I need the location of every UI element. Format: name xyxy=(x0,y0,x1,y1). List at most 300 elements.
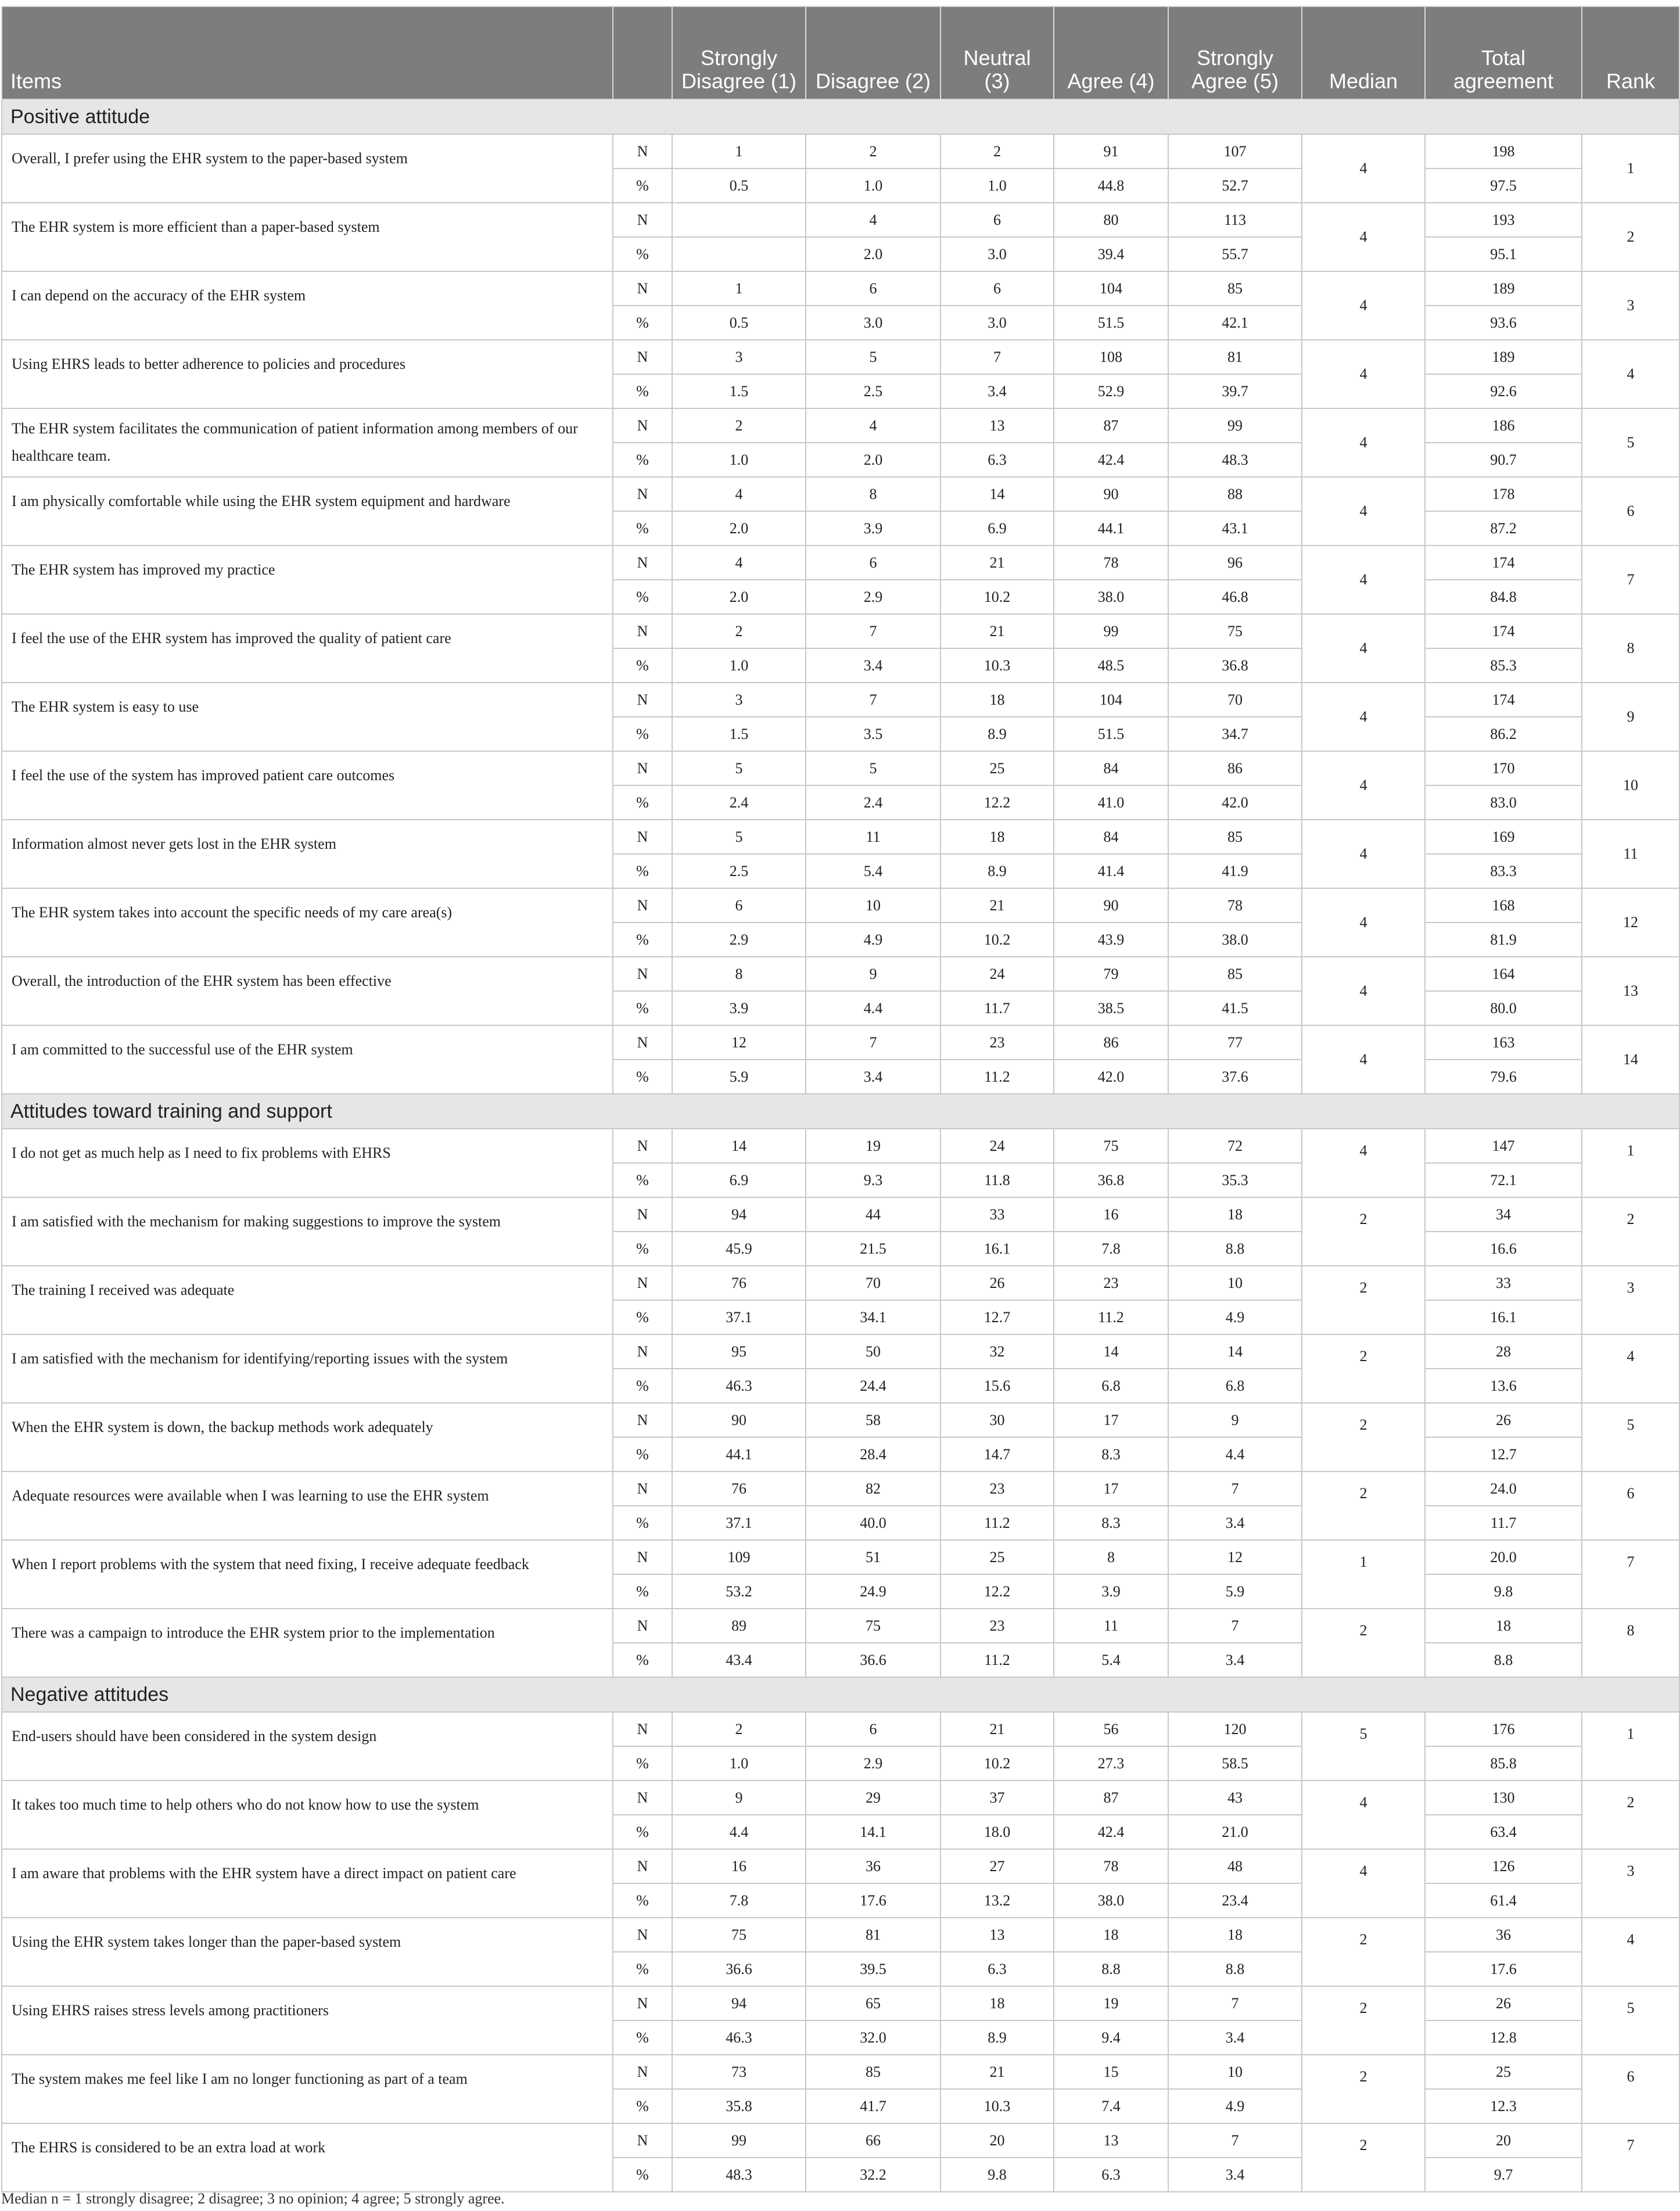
total-n-cell: 20 xyxy=(1425,2123,1582,2158)
count-cell: 70 xyxy=(1168,683,1302,717)
table-container xyxy=(1,6,1679,2192)
count-cell: 23 xyxy=(940,1025,1054,1060)
percent-cell: 5.4 xyxy=(806,854,940,888)
count-cell: 27 xyxy=(940,1849,1054,1883)
percent-cell: 3.9 xyxy=(806,511,940,545)
total-percent-cell: 87.2 xyxy=(1425,511,1582,545)
row-label-n: N xyxy=(613,1712,672,1746)
median-cell: 4 xyxy=(1302,203,1425,271)
item-text: The EHR system is easy to use xyxy=(2,683,613,751)
count-cell xyxy=(672,203,806,237)
percent-cell: 34.7 xyxy=(1168,717,1302,751)
table-row xyxy=(2,1609,1679,1643)
item-text: I am committed to the successful use of the EHR system xyxy=(2,1025,613,1094)
percent-cell: 17.6 xyxy=(806,1883,940,1918)
median-cell: 4 xyxy=(1302,751,1425,820)
count-cell: 86 xyxy=(1168,751,1302,785)
count-cell: 1 xyxy=(672,134,806,168)
percent-cell: 37.1 xyxy=(672,1506,806,1540)
total-percent-cell: 83.3 xyxy=(1425,854,1582,888)
median-cell: 4 xyxy=(1302,820,1425,888)
total-n-cell: 174 xyxy=(1425,683,1582,717)
table-row xyxy=(2,957,1679,991)
total-n-cell: 24.0 xyxy=(1425,1471,1582,1506)
median-cell: 2 xyxy=(1302,1266,1425,1334)
count-cell: 79 xyxy=(1054,957,1168,991)
count-cell: 14 xyxy=(672,1129,806,1163)
row-label-n: N xyxy=(613,2055,672,2089)
table-row xyxy=(2,888,1679,923)
total-n-cell: 189 xyxy=(1425,271,1582,306)
count-cell: 86 xyxy=(1054,1025,1168,1060)
count-cell: 8 xyxy=(806,477,940,511)
total-percent-cell: 90.7 xyxy=(1425,443,1582,477)
count-cell: 9 xyxy=(1168,1403,1302,1437)
percent-cell: 36.6 xyxy=(806,1643,940,1677)
section-title: Negative attitudes xyxy=(2,1677,1679,1712)
percent-cell: 6.9 xyxy=(940,511,1054,545)
percent-cell: 2.5 xyxy=(806,374,940,408)
total-n-cell: 170 xyxy=(1425,751,1582,785)
row-label-percent: % xyxy=(613,923,672,957)
count-cell: 107 xyxy=(1168,134,1302,168)
count-cell: 96 xyxy=(1168,545,1302,580)
percent-cell: 2.0 xyxy=(806,237,940,271)
count-cell: 9 xyxy=(806,957,940,991)
item-text: The EHR system is more efficient than a paper-based system xyxy=(2,203,613,271)
count-cell: 84 xyxy=(1054,820,1168,854)
percent-cell: 43.9 xyxy=(1054,923,1168,957)
count-cell: 13 xyxy=(940,408,1054,443)
percent-cell: 11.7 xyxy=(940,991,1054,1025)
total-n-cell: 174 xyxy=(1425,614,1582,648)
item-text: I do not get as much help as I need to fix problems with EHRS xyxy=(2,1129,613,1197)
count-cell: 76 xyxy=(672,1266,806,1300)
percent-cell: 3.0 xyxy=(806,306,940,340)
row-label-percent: % xyxy=(613,443,672,477)
percent-cell: 3.0 xyxy=(940,306,1054,340)
row-label-percent: % xyxy=(613,168,672,203)
total-n-cell: 126 xyxy=(1425,1849,1582,1883)
percent-cell: 5.9 xyxy=(1168,1574,1302,1609)
header-agree: Agree (4) xyxy=(1054,6,1168,99)
count-cell: 10 xyxy=(806,888,940,923)
table-row xyxy=(2,614,1679,648)
rank-cell: 8 xyxy=(1582,614,1679,683)
count-cell: 6 xyxy=(672,888,806,923)
row-label-n: N xyxy=(613,2123,672,2158)
median-cell: 2 xyxy=(1302,1403,1425,1471)
percent-cell: 2.9 xyxy=(806,580,940,614)
count-cell: 84 xyxy=(1054,751,1168,785)
percent-cell: 42.0 xyxy=(1054,1060,1168,1094)
count-cell: 120 xyxy=(1168,1712,1302,1746)
percent-cell: 42.4 xyxy=(1054,443,1168,477)
table-row xyxy=(2,820,1679,854)
count-cell: 11 xyxy=(806,820,940,854)
count-cell: 78 xyxy=(1054,1849,1168,1883)
row-label-percent: % xyxy=(613,1746,672,1781)
count-cell: 7 xyxy=(806,614,940,648)
median-cell: 4 xyxy=(1302,1129,1425,1197)
table-row xyxy=(2,1918,1679,1952)
count-cell: 4 xyxy=(806,203,940,237)
footnote: Median n = 1 strongly disagree; 2 disagree; 3 no opinion; 4 agree; 5 strongly agree. xyxy=(1,2190,505,2207)
percent-cell: 5.9 xyxy=(672,1060,806,1094)
count-cell: 11 xyxy=(1054,1609,1168,1643)
row-label-n: N xyxy=(613,271,672,306)
total-percent-cell: 84.8 xyxy=(1425,580,1582,614)
table-row xyxy=(2,2055,1679,2089)
row-label-percent: % xyxy=(613,2089,672,2123)
count-cell: 94 xyxy=(672,1986,806,2020)
row-label-percent: % xyxy=(613,1952,672,1986)
rank-cell: 14 xyxy=(1582,1025,1679,1094)
total-percent-cell: 95.1 xyxy=(1425,237,1582,271)
count-cell: 85 xyxy=(1168,957,1302,991)
item-text: I am aware that problems with the EHR system have a direct impact on patient care xyxy=(2,1849,613,1918)
count-cell: 25 xyxy=(940,751,1054,785)
count-cell: 23 xyxy=(1054,1266,1168,1300)
row-label-percent: % xyxy=(613,374,672,408)
percent-cell: 3.4 xyxy=(1168,1506,1302,1540)
total-n-cell: 189 xyxy=(1425,340,1582,374)
median-cell: 4 xyxy=(1302,340,1425,408)
percent-cell: 41.7 xyxy=(806,2089,940,2123)
percent-cell: 6.3 xyxy=(940,1952,1054,1986)
median-cell: 4 xyxy=(1302,1849,1425,1918)
total-n-cell: 174 xyxy=(1425,545,1582,580)
header-total-agreement: Total agreement xyxy=(1425,6,1582,99)
percent-cell: 10.3 xyxy=(940,648,1054,683)
percent-cell: 14.1 xyxy=(806,1815,940,1849)
count-cell: 18 xyxy=(940,1986,1054,2020)
item-text: Using EHRS raises stress levels among practitioners xyxy=(2,1986,613,2055)
total-n-cell: 186 xyxy=(1425,408,1582,443)
total-percent-cell: 16.6 xyxy=(1425,1232,1582,1266)
count-cell: 21 xyxy=(940,614,1054,648)
percent-cell: 4.9 xyxy=(806,923,940,957)
rank-cell: 6 xyxy=(1582,1471,1679,1540)
row-label-percent: % xyxy=(613,1163,672,1197)
total-n-cell: 164 xyxy=(1425,957,1582,991)
count-cell: 78 xyxy=(1054,545,1168,580)
row-label-n: N xyxy=(613,477,672,511)
percent-cell: 38.0 xyxy=(1168,923,1302,957)
total-percent-cell: 97.5 xyxy=(1425,168,1582,203)
section-title: Positive attitude xyxy=(2,99,1679,134)
percent-cell: 32.2 xyxy=(806,2158,940,2192)
total-percent-cell: 9.7 xyxy=(1425,2158,1582,2192)
median-cell: 4 xyxy=(1302,683,1425,751)
count-cell: 18 xyxy=(1168,1918,1302,1952)
percent-cell: 2.9 xyxy=(672,923,806,957)
total-n-cell: 168 xyxy=(1425,888,1582,923)
count-cell: 17 xyxy=(1054,1471,1168,1506)
row-label-n: N xyxy=(613,1781,672,1815)
percent-cell: 3.5 xyxy=(806,717,940,751)
table-body xyxy=(2,99,1679,2192)
percent-cell: 43.4 xyxy=(672,1643,806,1677)
row-label-percent: % xyxy=(613,1300,672,1334)
count-cell: 8 xyxy=(1054,1540,1168,1574)
table-row xyxy=(2,1197,1679,1232)
percent-cell: 4.9 xyxy=(1168,2089,1302,2123)
percent-cell: 41.5 xyxy=(1168,991,1302,1025)
percent-cell: 2.4 xyxy=(806,785,940,820)
rank-cell: 5 xyxy=(1582,1403,1679,1471)
count-cell: 8 xyxy=(672,957,806,991)
percent-cell: 48.5 xyxy=(1054,648,1168,683)
percent-cell: 23.4 xyxy=(1168,1883,1302,1918)
item-text: Adequate resources were available when I was learning to use the EHR system xyxy=(2,1471,613,1540)
table-row xyxy=(2,477,1679,511)
rank-cell: 1 xyxy=(1582,134,1679,203)
item-text: End-users should have been considered in the system design xyxy=(2,1712,613,1781)
percent-cell: 11.2 xyxy=(940,1060,1054,1094)
rank-cell: 4 xyxy=(1582,1334,1679,1403)
count-cell: 104 xyxy=(1054,683,1168,717)
count-cell: 12 xyxy=(672,1025,806,1060)
count-cell: 85 xyxy=(806,2055,940,2089)
count-cell: 87 xyxy=(1054,408,1168,443)
rank-cell: 3 xyxy=(1582,271,1679,340)
percent-cell: 9.3 xyxy=(806,1163,940,1197)
percent-cell: 24.9 xyxy=(806,1574,940,1609)
percent-cell: 53.2 xyxy=(672,1574,806,1609)
percent-cell: 15.6 xyxy=(940,1369,1054,1403)
section-row xyxy=(2,1094,1679,1129)
median-cell: 2 xyxy=(1302,2055,1425,2123)
item-text: Using the EHR system takes longer than the paper-based system xyxy=(2,1918,613,1986)
table-row xyxy=(2,1403,1679,1437)
table-row xyxy=(2,683,1679,717)
percent-cell: 4.4 xyxy=(672,1815,806,1849)
table-row xyxy=(2,751,1679,785)
row-label-n: N xyxy=(613,134,672,168)
count-cell: 19 xyxy=(1054,1986,1168,2020)
header-median: Median xyxy=(1302,6,1425,99)
row-label-n: N xyxy=(613,614,672,648)
percent-cell: 37.1 xyxy=(672,1300,806,1334)
count-cell: 81 xyxy=(806,1918,940,1952)
percent-cell xyxy=(672,237,806,271)
rank-cell: 7 xyxy=(1582,545,1679,614)
count-cell: 76 xyxy=(672,1471,806,1506)
count-cell: 7 xyxy=(1168,1609,1302,1643)
percent-cell: 11.8 xyxy=(940,1163,1054,1197)
row-label-n: N xyxy=(613,1609,672,1643)
count-cell: 25 xyxy=(940,1540,1054,1574)
item-text: I am physically comfortable while using the EHR system equipment and hardware xyxy=(2,477,613,545)
header-rank: Rank xyxy=(1582,6,1679,99)
percent-cell: 7.8 xyxy=(1054,1232,1168,1266)
count-cell: 4 xyxy=(672,545,806,580)
total-percent-cell: 8.8 xyxy=(1425,1643,1582,1677)
count-cell: 19 xyxy=(806,1129,940,1163)
count-cell: 75 xyxy=(806,1609,940,1643)
total-percent-cell: 12.3 xyxy=(1425,2089,1582,2123)
item-text: I feel the use of the system has improved patient care outcomes xyxy=(2,751,613,820)
count-cell: 7 xyxy=(806,683,940,717)
count-cell: 14 xyxy=(940,477,1054,511)
row-label-n: N xyxy=(613,408,672,443)
percent-cell: 55.7 xyxy=(1168,237,1302,271)
count-cell: 2 xyxy=(940,134,1054,168)
total-n-cell: 28 xyxy=(1425,1334,1582,1369)
table-row xyxy=(2,1471,1679,1506)
median-cell: 5 xyxy=(1302,1712,1425,1781)
total-percent-cell: 81.9 xyxy=(1425,923,1582,957)
row-label-n: N xyxy=(613,1129,672,1163)
rank-cell: 2 xyxy=(1582,1197,1679,1266)
section-row xyxy=(2,1677,1679,1712)
count-cell: 20 xyxy=(940,2123,1054,2158)
count-cell: 30 xyxy=(940,1403,1054,1437)
percent-cell: 3.4 xyxy=(1168,1643,1302,1677)
median-cell: 1 xyxy=(1302,1540,1425,1609)
percent-cell: 10.2 xyxy=(940,1746,1054,1781)
count-cell: 6 xyxy=(940,203,1054,237)
table-row xyxy=(2,1849,1679,1883)
count-cell: 2 xyxy=(672,614,806,648)
rank-cell: 2 xyxy=(1582,1781,1679,1849)
percent-cell: 16.1 xyxy=(940,1232,1054,1266)
count-cell: 87 xyxy=(1054,1781,1168,1815)
row-label-n: N xyxy=(613,1266,672,1300)
total-percent-cell: 63.4 xyxy=(1425,1815,1582,1849)
count-cell: 50 xyxy=(806,1334,940,1369)
count-cell: 5 xyxy=(672,820,806,854)
total-percent-cell: 85.3 xyxy=(1425,648,1582,683)
percent-cell: 2.4 xyxy=(672,785,806,820)
total-n-cell: 20.0 xyxy=(1425,1540,1582,1574)
percent-cell: 0.5 xyxy=(672,168,806,203)
count-cell: 75 xyxy=(672,1918,806,1952)
header-strongly-agree: Strongly Agree (5) xyxy=(1168,6,1302,99)
percent-cell: 6.3 xyxy=(1054,2158,1168,2192)
percent-cell: 8.9 xyxy=(940,717,1054,751)
percent-cell: 36.6 xyxy=(672,1952,806,1986)
median-cell: 2 xyxy=(1302,1986,1425,2055)
count-cell: 80 xyxy=(1054,203,1168,237)
percent-cell: 3.4 xyxy=(806,648,940,683)
percent-cell: 51.5 xyxy=(1054,717,1168,751)
percent-cell: 18.0 xyxy=(940,1815,1054,1849)
count-cell: 75 xyxy=(1168,614,1302,648)
table-row xyxy=(2,134,1679,168)
total-n-cell: 36 xyxy=(1425,1918,1582,1952)
total-percent-cell: 13.6 xyxy=(1425,1369,1582,1403)
percent-cell: 52.7 xyxy=(1168,168,1302,203)
section-row xyxy=(2,99,1679,134)
item-text: I am satisfied with the mechanism for identifying/reporting issues with the system xyxy=(2,1334,613,1403)
count-cell: 6 xyxy=(806,545,940,580)
row-label-n: N xyxy=(613,1025,672,1060)
percent-cell: 45.9 xyxy=(672,1232,806,1266)
percent-cell: 1.0 xyxy=(672,443,806,477)
count-cell: 6 xyxy=(806,271,940,306)
row-label-percent: % xyxy=(613,717,672,751)
rank-cell: 1 xyxy=(1582,1712,1679,1781)
percent-cell: 51.5 xyxy=(1054,306,1168,340)
row-label-percent: % xyxy=(613,648,672,683)
table-row xyxy=(2,1334,1679,1369)
median-cell: 4 xyxy=(1302,1781,1425,1849)
percent-cell: 6.8 xyxy=(1054,1369,1168,1403)
count-cell: 73 xyxy=(672,2055,806,2089)
count-cell: 88 xyxy=(1168,477,1302,511)
percent-cell: 1.0 xyxy=(672,1746,806,1781)
count-cell: 2 xyxy=(672,1712,806,1746)
median-cell: 4 xyxy=(1302,134,1425,203)
row-label-percent: % xyxy=(613,306,672,340)
percent-cell: 40.0 xyxy=(806,1506,940,1540)
total-percent-cell: 80.0 xyxy=(1425,991,1582,1025)
count-cell: 3 xyxy=(672,340,806,374)
percent-cell: 4.9 xyxy=(1168,1300,1302,1334)
item-text: The training I received was adequate xyxy=(2,1266,613,1334)
percent-cell: 46.3 xyxy=(672,2020,806,2055)
item-text: When the EHR system is down, the backup methods work adequately xyxy=(2,1403,613,1471)
percent-cell: 48.3 xyxy=(672,2158,806,2192)
rank-cell: 11 xyxy=(1582,820,1679,888)
total-percent-cell: 72.1 xyxy=(1425,1163,1582,1197)
count-cell: 70 xyxy=(806,1266,940,1300)
count-cell: 58 xyxy=(806,1403,940,1437)
percent-cell: 3.4 xyxy=(1168,2158,1302,2192)
median-cell: 4 xyxy=(1302,614,1425,683)
survey-table xyxy=(1,6,1680,2192)
total-percent-cell: 61.4 xyxy=(1425,1883,1582,1918)
item-text: When I report problems with the system that need fixing, I receive adequate feedback xyxy=(2,1540,613,1609)
row-label-percent: % xyxy=(613,1574,672,1609)
row-label-percent: % xyxy=(613,1232,672,1266)
row-label-percent: % xyxy=(613,2020,672,2055)
section-title: Attitudes toward training and support xyxy=(2,1094,1679,1129)
count-cell: 7 xyxy=(1168,1471,1302,1506)
count-cell: 82 xyxy=(806,1471,940,1506)
median-cell: 4 xyxy=(1302,957,1425,1025)
percent-cell: 42.4 xyxy=(1054,1815,1168,1849)
count-cell: 99 xyxy=(672,2123,806,2158)
count-cell: 56 xyxy=(1054,1712,1168,1746)
count-cell: 94 xyxy=(672,1197,806,1232)
rank-cell: 8 xyxy=(1582,1609,1679,1677)
row-label-n: N xyxy=(613,683,672,717)
percent-cell: 2.0 xyxy=(672,580,806,614)
count-cell: 21 xyxy=(940,1712,1054,1746)
percent-cell: 12.7 xyxy=(940,1300,1054,1334)
row-label-percent: % xyxy=(613,1643,672,1677)
percent-cell: 43.1 xyxy=(1168,511,1302,545)
percent-cell: 6.9 xyxy=(672,1163,806,1197)
median-cell: 2 xyxy=(1302,2123,1425,2192)
rank-cell: 6 xyxy=(1582,2055,1679,2123)
percent-cell: 44.1 xyxy=(1054,511,1168,545)
percent-cell: 9.4 xyxy=(1054,2020,1168,2055)
row-label-n: N xyxy=(613,1403,672,1437)
item-text: I feel the use of the EHR system has improved the quality of patient care xyxy=(2,614,613,683)
percent-cell: 41.0 xyxy=(1054,785,1168,820)
item-text: The EHR system has improved my practice xyxy=(2,545,613,614)
percent-cell: 1.0 xyxy=(940,168,1054,203)
count-cell: 18 xyxy=(940,683,1054,717)
total-percent-cell: 12.7 xyxy=(1425,1437,1582,1471)
count-cell: 21 xyxy=(940,888,1054,923)
rank-cell: 4 xyxy=(1582,1918,1679,1986)
total-n-cell: 18 xyxy=(1425,1609,1582,1643)
